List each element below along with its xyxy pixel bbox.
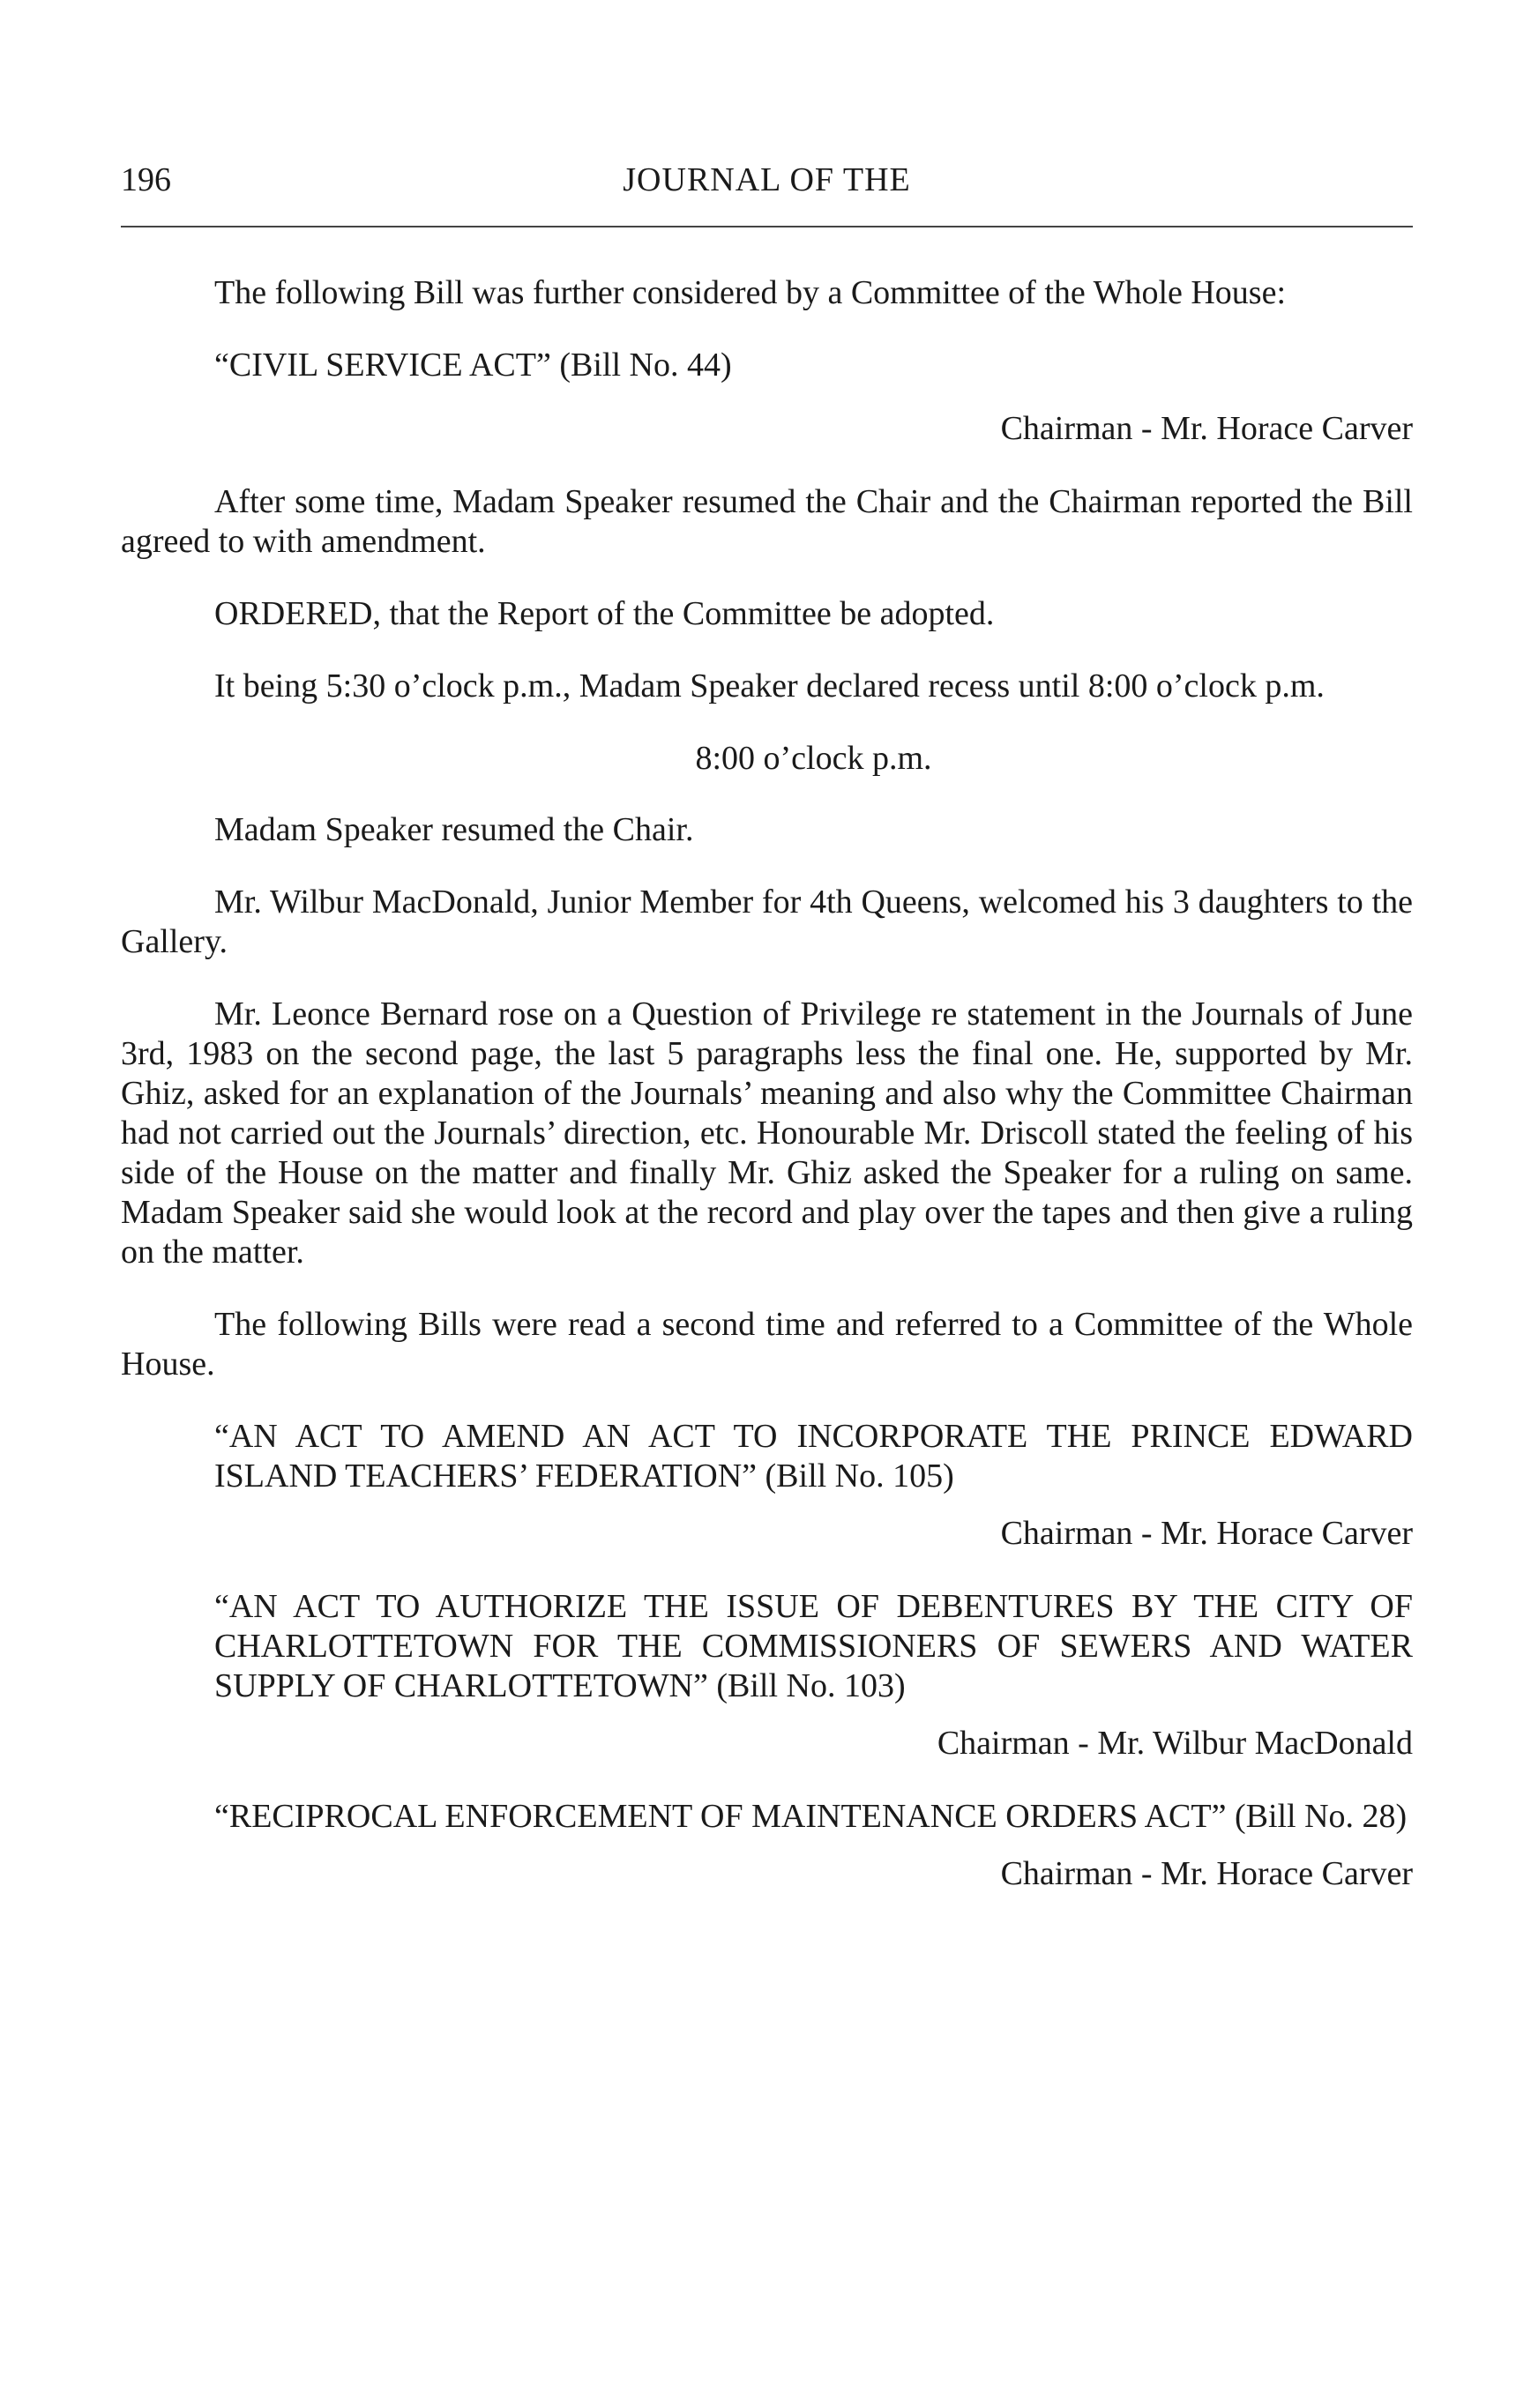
bill-title-105: “AN ACT TO AMEND AN ACT TO INCORPORATE THE PRINCE EDWARD ISLAND TEACHERS’ FEDERATION” (Bill No. 105) bbox=[214, 1418, 1413, 1495]
paragraph-report: After some time, Madam Speaker resumed the Chair and the Chairman reported the Bill agreed to with amendment. bbox=[121, 483, 1413, 560]
paragraph-recess: It being 5:30 o’clock p.m., Madam Speaker declared recess until 8:00 o’clock p.m. bbox=[214, 667, 1325, 705]
journal-body bbox=[121, 273, 1413, 1927]
header-rule bbox=[121, 226, 1413, 227]
chairman-line-44: Chairman - Mr. Horace Carver bbox=[1000, 410, 1413, 447]
paragraph-second-reading: The following Bills were read a second time and referred to a Committee of the Whole House. bbox=[121, 1306, 1413, 1383]
chairman-line-105: Chairman - Mr. Horace Carver bbox=[1000, 1515, 1413, 1552]
bill-title-103: “AN ACT TO AUTHORIZE THE ISSUE OF DEBENTURES BY THE CITY OF CHARLOTTETOWN FOR THE COMMISSIONERS OF SEWERS AND WATER SUPPLY OF CHARLOTTETOWN” (Bill No. 103) bbox=[214, 1588, 1413, 1704]
paragraph-resumed: Madam Speaker resumed the Chair. bbox=[214, 811, 694, 848]
journal-page bbox=[121, 0, 1413, 2408]
running-title: JOURNAL OF THE bbox=[623, 161, 911, 198]
paragraph-committee-consideration: The following Bill was further considered by a Committee of the Whole House: bbox=[214, 274, 1287, 311]
paragraph-welcome: Mr. Wilbur MacDonald, Junior Member for 4th Queens, welcomed his 3 daughters to the Gallery. bbox=[121, 883, 1413, 960]
paragraph-ordered: ORDERED, that the Report of the Committee be adopted. bbox=[214, 595, 995, 632]
chairman-line-103: Chairman - Mr. Wilbur MacDonald bbox=[937, 1725, 1413, 1762]
running-head bbox=[121, 160, 1413, 205]
paragraph-privilege: Mr. Leonce Bernard rose on a Question of Privilege re statement in the Journals of June 3rd, 1983 on the second page, the last 5 paragraphs less the final one. He, supported by Mr. Ghiz, asked for an explanation of the Journals’ meaning and also why the Committee Chairman had not carried out the Journals’ direction, etc. Honourable Mr. Driscoll stated the feeling of his side of the House on the matter and finally Mr. Ghiz asked the Speaker for a ruling on same. Madam Speaker said she would look at the record and play over the tapes and then give a ruling on the matter. bbox=[121, 995, 1413, 1271]
bill-title-44: “CIVIL SERVICE ACT” (Bill No. 44) bbox=[214, 347, 732, 384]
bill-title-28: “RECIPROCAL ENFORCEMENT OF MAINTENANCE ORDERS ACT” (Bill No. 28) bbox=[214, 1798, 1408, 1835]
chairman-line-28: Chairman - Mr. Horace Carver bbox=[1000, 1855, 1413, 1892]
page-number: 196 bbox=[121, 161, 171, 198]
time-heading: 8:00 o’clock p.m. bbox=[695, 740, 932, 777]
